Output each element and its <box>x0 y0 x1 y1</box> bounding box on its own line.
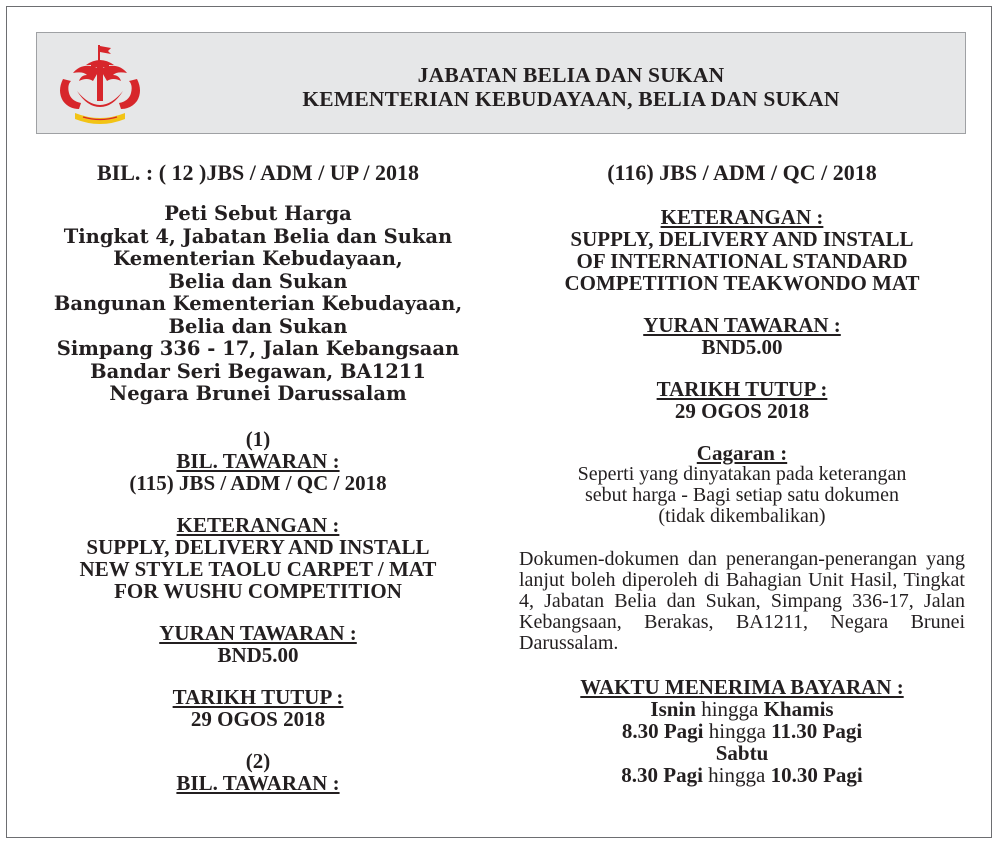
address-line: Bandar Seri Begawan, BA1211 <box>90 359 426 383</box>
tarikh-block <box>40 686 476 730</box>
description-line: COMPETITION TEAKWONDO MAT <box>564 271 920 295</box>
range-separator: hingga <box>702 763 771 787</box>
yuran-block <box>40 622 476 666</box>
item2-block <box>40 750 476 794</box>
yuran-label: YURAN TAWARAN : <box>643 313 841 337</box>
time-end: 11.30 Pagi <box>771 719 863 743</box>
time-start: 8.30 Pagi <box>621 763 703 787</box>
address-line: Negara Brunei Darussalam <box>109 382 407 405</box>
address-line: Kementerian Kebudayaan, <box>113 247 403 270</box>
waktu-label: WAKTU MENERIMA BAYARAN : <box>580 675 904 699</box>
weekday-range <box>516 698 968 720</box>
ministry-name: KEMENTERIAN KEBUDAYAAN, BELIA DAN SUKAN <box>302 87 840 111</box>
description-line: OF INTERNATIONAL STANDARD <box>576 249 908 273</box>
saturday-hours <box>516 764 968 786</box>
address-line: Bangunan Kementerian Kebudayaan, <box>53 292 463 315</box>
item-reference: (115) JBS / ADM / QC / 2018 <box>129 470 387 495</box>
bil-tawaran-label: BIL. TAWARAN : <box>176 448 340 473</box>
left-column <box>40 160 476 794</box>
tarikh-label: TARIKH TUTUP : <box>656 377 828 401</box>
cagaran-line: Seperti yang dinyatakan pada keterangan <box>577 463 907 485</box>
description-line: SUPPLY, DELIVERY AND INSTALL <box>570 227 914 251</box>
address-line: Simpang 336 - 17, Jalan Kebangsaan <box>56 337 460 360</box>
waktu-block <box>516 676 968 786</box>
brunei-emblem-icon <box>53 39 147 129</box>
item-number: (2) <box>245 748 271 773</box>
header-title <box>187 63 955 111</box>
saturday-label: Sabtu <box>715 741 769 765</box>
cagaran-line: (tidak dikembalikan) <box>658 505 826 527</box>
right-column <box>516 160 968 786</box>
time-start: 8.30 Pagi <box>621 719 704 743</box>
yuran-label: YURAN TAWARAN : <box>159 620 357 645</box>
item1-block <box>40 428 476 494</box>
address-line: Belia dan Sukan <box>168 314 348 338</box>
reference-number: BIL. : ( 12 )JBS / ADM / UP / 2018 <box>96 160 420 185</box>
tarikh-block <box>516 378 968 422</box>
range-separator: hingga <box>703 719 772 743</box>
day-end: Khamis <box>763 697 834 721</box>
address-line: Belia dan Sukan <box>168 269 348 293</box>
tarikh-value: 29 OGOS 2018 <box>190 706 326 731</box>
dokumen-paragraph: Dokumen-dokumen dan penerangan-penerangan yang lanjut boleh diperoleh di Bahagian Unit Hasil, Tingkat 4, Jabatan Belia dan Sukan, Simpang 336-17, Jalan Kebangsaan, Berakas, BA1211, Negara Brunei Darussalam. <box>519 548 965 654</box>
description-line: SUPPLY, DELIVERY AND INSTALL <box>86 534 430 559</box>
description-line: FOR WUSHU COMPETITION <box>114 578 402 603</box>
cagaran-block <box>516 442 968 527</box>
yuran-value: BND5.00 <box>217 642 299 667</box>
keterangan-label: KETERANGAN : <box>660 205 824 229</box>
address-line: Tingkat 4, Jabatan Belia dan Sukan <box>63 224 453 248</box>
tarikh-value: 29 OGOS 2018 <box>674 399 810 423</box>
address-line: Peti Sebut Harga <box>164 202 352 225</box>
department-name: JABATAN BELIA DAN SUKAN <box>417 63 725 87</box>
item-number: (1) <box>245 426 271 451</box>
keterangan-block <box>40 514 476 602</box>
time-end: 10.30 Pagi <box>770 763 863 787</box>
header-banner <box>36 32 966 134</box>
cagaran-label: Cagaran : <box>696 441 788 465</box>
yuran-block <box>516 314 968 358</box>
range-separator: hingga <box>695 697 764 721</box>
tarikh-label: TARIKH TUTUP : <box>172 684 344 709</box>
item-reference: (116) JBS / ADM / QC / 2018 <box>607 160 877 185</box>
keterangan-label: KETERANGAN : <box>176 512 340 537</box>
address-block <box>40 203 476 406</box>
bil-tawaran-label: BIL. TAWARAN : <box>176 770 340 795</box>
keterangan-block <box>516 206 968 294</box>
weekday-hours <box>516 720 968 742</box>
day-start: Isnin <box>650 697 696 721</box>
yuran-value: BND5.00 <box>701 335 783 359</box>
cagaran-line: sebut harga - Bagi setiap satu dokumen <box>584 484 899 506</box>
description-line: NEW STYLE TAOLU CARPET / MAT <box>79 556 437 581</box>
